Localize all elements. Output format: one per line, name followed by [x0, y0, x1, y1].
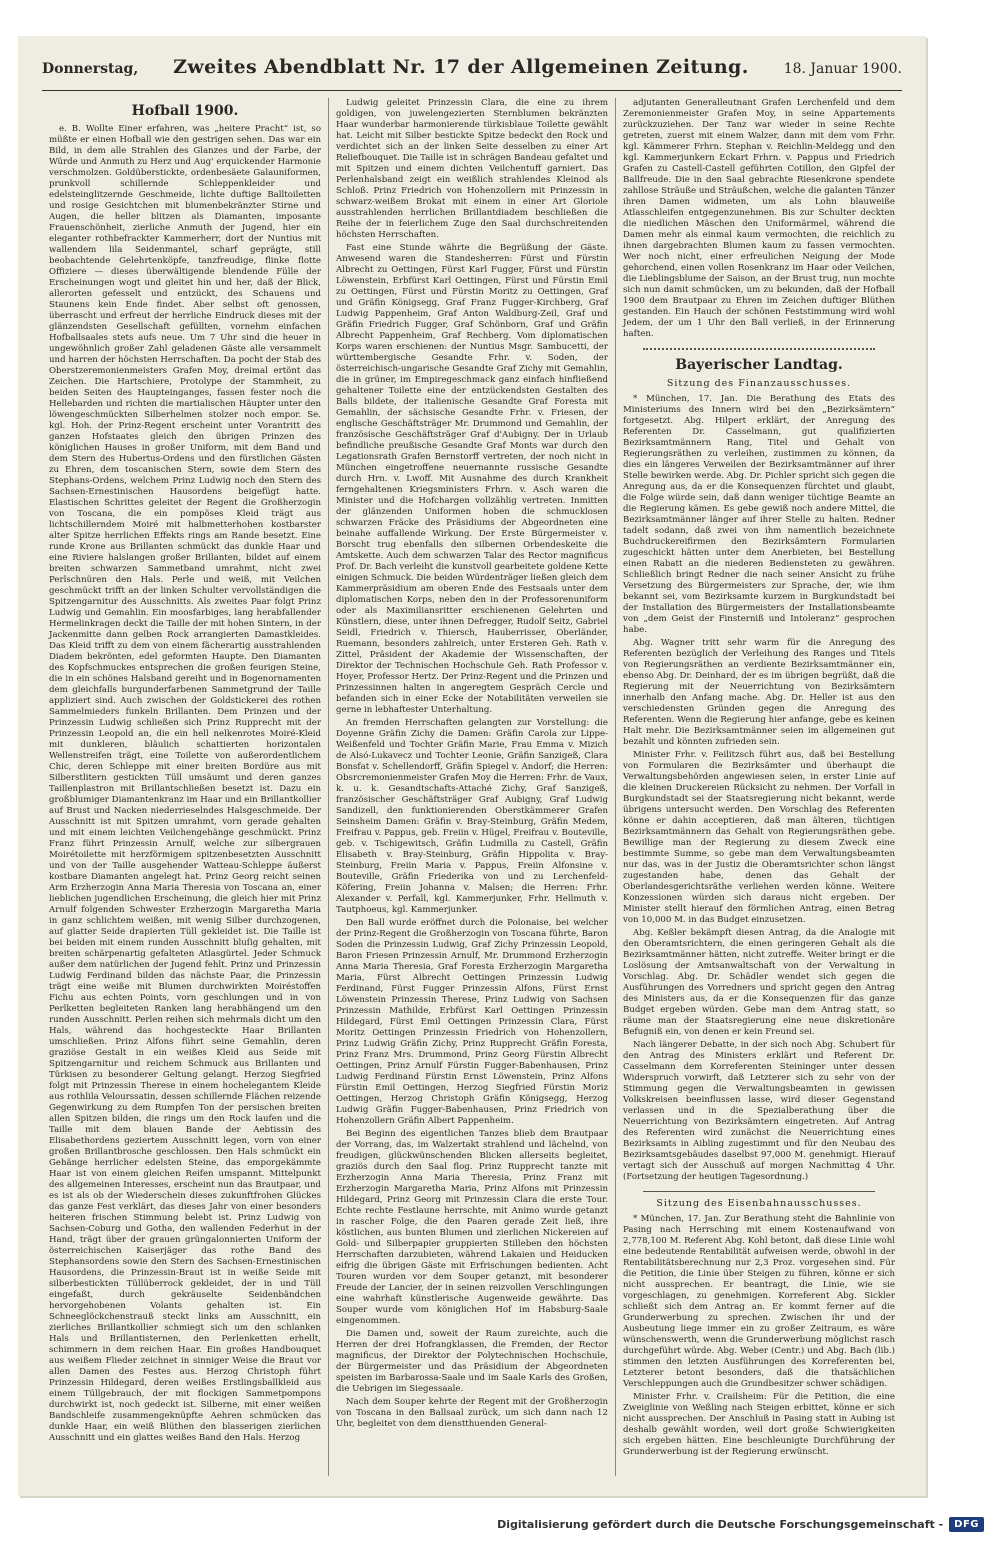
article-text: * München, 17. Jan. Die Berathung des Etats des Ministeriums des Innern wird bei den „Bezirksämtern“ fortgesetzt. Abg. Hilpert erklärt, der Anregung des Referenten Dr. Casselmann, gut qualifizierten Bezirksamtmännern Rang, Titel und Gehalt von Regierungsräthen zu verleihen, zustimmen zu können, da dies ein längeres Verweilen der Bezirksamtmänner auf ihrer Stelle bewirken werde. Abg. Dr. Pichler spricht sich gegen die Anregung aus, da er die Konsequenzen fürchtet und glaubt, die Folge würde sein, daß dann weniger tüchtige Beamte an die Regierung kämen. Es gebe gewiß noch andere Mittel, die Bezirksamtmänner länger auf ihrer Stelle zu halten. Redner tadelt sodann, daß zwei von ihm namentlich bezeichnete Buchdruckereifirmen den Bezirksämtern Formularien zugeschickt hätten unter dem Anerbieten, bei Bestellung einen Rabatt an die niederen Bediensteten zu gewähren. Schließlich bringt Redner die nach seiner Ansicht zu frühe Versetzung des Bürgermeisters zur Sprache, der, wie ihm bekannt sei, vom Bezirksamte kurzem in Burgkundstadt bei der Installation des Bürgermeisters der Installationsbeamte von „dem Geist der Finsterniß und Intoleranz“ gesprochen habe.: [623, 394, 895, 635]
article-text: e. B. Wollte Einer erfahren, was „heitere Pracht“ ist, so müßte er einen Hofball wie den gestrigen sehen. Das war ein Bild, in dem alle Strahlen des Glanzes und der Farbe, der Würde und Anmuth zu Herz und Aug' erquickender Harmonie verschmolzen. Goldüberstickte, ordenbesäete Galauniformen, prunkvoll schillernde Schleppenkleider und edelsteinglitzernde Geschmeide, lichte duftige Balltoiletten und rosige Gesichtchen mit blumenbekränzter Stirne und Augen, die heller blitzen als Diamanten, imposante Frauenschönheit, zierliche Anmuth der Jugend, hier ein eleganter rothbefrackter Kammerherr, dort der Nuntius mit wallendem lila Seidenmantel, scharf geprägte, still beobachtende Gelehrtenköpfe, tanzfreudige, flinke flotte Offiziere — dieses überwältigende blendende Fülle der Erscheinungen wogt und gleitet hin und her, daß der Blick, allerorten gefesselt und entzückt, des Schauens und Staunens kein Ende findet. Aber selbst oft genossen, überrascht und erfreut der herrliche Eindruck dieses mit der glänzendsten Gesellschaft gefüllten, vornehm einfachen Hofballsaales stets aufs neue. Um 7 Uhr sind die heuer in ungewöhnlich großer Zahl geladenen Gäste alle versammelt und harren der höchsten Herrschaften. Da pocht der Stab des Oberstzeremonienmeisters Grafen Moy, dreimal ertönt das Zeichen. Die Hartschiere, Protolype der Stammheit, zu beiden Seiten des Haupteinganges, fassen fester noch die Hellebarden und richten die martialischen Häupter unter den löwengeschmückten Silberhelmen stolzer noch empor. Se. kgl. Hoh. der Prinz-Regent erscheint unter Vorantritt des ganzen Hofstaates gleich den übrigen Prinzen des königlichen Hauses in großer Uniform, mit dem Band und dem Stern des Hubertus-Ordens und den fürstlichen Gästen zu Ehren, dem toscanischen Stern, sowie dem Stern des Stephans-Ordens, welchem Prinz Ludwig noch den Stern des Sachsen-Ernestinischen Hausordens beigefügt hatte. Elastischen Schrittes geleitet der Regent die Großherzogin von Toscana, die ein pompöses Kleid trägt aus lichtschillerndem Moiré mit halbmetterhohen kostbarster alter Spitze herrlichen Effekts rings am Rande besetzt. Eine runde Krone aus Brillanten schmückt das dunkle Haar und eine Riviere halslangen großer Brillanten, bildet auf einem breiten schwarzen Sammetband umrahmt, nicht zwei Perlschnüren den Hals. Perle und weiß, mit Veilchen geschmückt trifft an der linken Schulter vervollständigen die Spitzengarnitur des Ausschnitts. Als zweites Paar folgt Prinz Ludwig und Gemahlin. Ein moosfarbiges, lang herabfallender Hermelinkragen deckt die Taille der mit hohen Sintern, in der Jackenmitte dann gelben Rock arrangierten Damastkleides. Das Kleid trifft zu dem von einem fächerartig ausstrahlenden Diadem bekrönten, edel geformten Haupte. Den Diamanten des Kopfschmuckes entsprechen die großen feurigen Steine, die in ein schönes Halsband gereiht und in Bogenornamenten dem gleichfalls burgunderfarbenen Sammetgrund der Taille appliziert sind. Auch zwischen der Goldstickerei des rothen Sammelmieders funkeln Brillanten. Dem Prinzen und der Prinzessin Ludwig schließen sich Prinz Rupprecht mit der Prinzessin Leopold an, die ein hell nelkenrotes Moiré-Kleid mit dunkleren, bläulich schattierten horizontalen Wellenstreifen trägt, eine Toilette von außerordentlichem Chic, deren Schleppe mit einer breiten Bordüre aus mit Silberstlitern gestickten Tüll umsäumt und deren ganzes Taillenplastron mit Brillantschließen besetzt ist. Dazu ein großblumiger Diamantenkranz im Haar und ein Brillantkollier auf Brust und Nacken niederrieselndes Halsgeschmeide. Der Ausschnitt ist mit Spitzen umrahmt, vorn gerade gehalten und mit einem leichten Veilchengehänge geschmückt. Prinz Franz führt Prinzessin Arnulf, welche zur silbergrauen Moirétoilette mit herzförmigem spitzenbesetzten Ausschnitt und von der Taille ausgehender Watteau-Schleppe äußerst kostbare Diamanten angelegt hat. Prinz Georg reicht seinen Arm Erzherzogin Anna Maria Theresia von Toscana an, einer lieblichen jugendlichen Erscheinung, die gleich hier mit Prinz Arnulf folgenden Schwester Erzherzogin Margaretha Maria in ganz schlichtem weißen, mit wenig Silber durchzogenen, auf glatter Seide drapierten Tüll gekleidet ist. Die Taille ist bei beiden mit einem runden Ausschnitt bluſig gehalten, mit breiten schärpenartig gefalteten Atlasgürtel. Jeder Schmuck außer dem natürlichen der Jugend fehlt. Prinz und Prinzessin Ludwig Ferdinand bilden das nächste Paar, die Prinzessin trägt eine weiße mit Blumen durchwirkten Moiréstoffen Fichu aus echten Points, vorn geschlungen und in von Perlketten begleiteten Ranken lang herabhängend um den runden Ausschnitt. Perlen reihen sich mehrmals dicht um den Hals, während das hochgesteckte Haar Brillanten umschließen. Prinz Alfons führt seine Gemahlin, deren graziöse Gestalt in ein weißes Kleid aus Seide mit Spitzengarnitur und reichem Schmuck aus Brillanten und Türkisen zu besonderer Geltung gelangt. Herzog Siegfried folgt mit Prinzessin Therese in einem hochelegantem Kleide aus rothlila Velourssatin, dessen schillernde Flächen reizende Gegenwirkung zu dem Rumpfen Ton der persischen breiten allen Spitzen bilden, die rings um den Rock laufen und die Taille mit dem blauen Bande der Aebtissin des Elisabethordens geziertem Ausschnitt legen, vorn von einer großen Brillantbrosche geschlossen. Den Hals schmückt ein Gehänge herrlicher edelsten Steine, das emporgekämmte Haar ist von einem gleichen Reifen umspannt. Mittelpunkt des allgemeinen Interesses, erscheint nun das Brautpaar, und es ist als ob der Wiederschein dieses zukunftfrohen Glückes das ganze Fest verklärt, das dieses Jahr von einer besonders heiteren frischen Stimmung belebt ist. Prinz Ludwig von Sachsen-Coburg und Gotha, den wallenden Federhut in der Hand, trägt über der grauen grüngalonnierten Uniform der österreichischen Kaiserjäger das rothe Band des Stephansordens sowie den Stern des Sachsen-Ernestinischen Hausordens, die Prinzessin-Braut ist in weiße Seide mit silberbestickten Tüllüberrock gekleidet, der in und Tüll eingefaßt, durch gekräuselte Seidenbändchen hervorgehobenen Volants gehalten ist. Ein Schneeglöckchenstrauß steckt links am Ausschnitt, ein zierliches Brillantkollier schmiegt sich um den schlanken Hals und Brillantisternen, den Perlenketten erhellt, schimmern in dem reichen Haar. Ein großes Handbouquet aus weißem Flieder zeichnet in sinniger Weise die Braut vor allen Damen des Festes aus. Herzog Christoph führt Prinzessin Hildegard, deren weißes Erstlingsballkleid aus einem Tüllgebrauch, der mit flockigen Sammetpompons durchwirkt ist, noch gedeckt ist. Silberne, mit einer weißen Bandschleife zusammengeknüpfte Aehren schmücken das dunkle Haar, ein weiß Blüthen den blasserigen zierlichen Ausschnitt und ein glattes weißes Band den Hals. Herzog: [49, 124, 321, 1443]
article-text: Die Damen und, soweit der Raum zureichte, auch die Herren der drei Hofrangklassen, die Fremden, der Rector magnificus, der Direktor der Polytechnischen Hochschule, der Bürgermeister und das Präsidium der Abgeordneten speisten im Barbarossa-Saale und im Saale Karls des Großen, die Uebrigen im Siegessaale.: [336, 1329, 608, 1394]
article-text: * München, 17. Jan. Zur Berathung steht die Bahnlinie von Pasing nach Herrsching mit einem Kostenaufwand von 2,778,100 M. Referent Abg. Kohl betont, daß diese Linie wohl eine bedeutende Rentabilität aufweisen werde, obwohl in der Rentabilitätsberechnung nur 2,3 Proz. vorgesehen sind. Für die Petition, die Linie über Steigen zu führen, könne er sich nicht aussprechen. Er beantragt, die Linie, wie sie vorgeschlagen, zu genehmigen. Korreferent Abg. Sickler schließt sich dem Antrag an. Er kommt ferner auf die Grunderwerbung zu sprechen. Zwischen ihr und der Ausbeutung liege immer ein zu großer Zeitraum, es wäre wünschenswerth, wenn die Grunderwerbung möglichst rasch durchgeführt würde. Abg. Weber (Centr.) und Abg. Bach (lib.) stimmen den letzten Ausführungen des Korreferenten bei, Letzterer betont besonders, daß die thatsächlichen Verschleppungen auch die Grundbesitzer schwer schädigen.: [623, 1214, 895, 1389]
masthead-title: Zweites Abendblatt Nr. 17 der Allgemeinen Zeitung.: [173, 56, 749, 78]
article-text: Minister Frhr. v. Crailsheim: Für die Petition, die eine Zweiglinie von Weßling nach Steigen erbittet, könne er sich nicht aussprechen. Der Anschluß in Pasing statt in Aubing ist deshalb gewählt worden, weil dort große Schwierigkeiten sich ergeben hätten. Eine beschleunigte Durchführung der Grunderwerbung ist der Regierung erwünscht.: [623, 1392, 895, 1457]
article-text: Nach dem Souper kehrte der Regent mit der Großherzogin von Toscana in den Ballsaal zurück, um sich dann nach 12 Uhr, begleitet von dem dienstthuenden General-: [336, 1397, 608, 1429]
column-2: [329, 98, 616, 1476]
masthead-day: Donnerstag,: [42, 61, 139, 77]
section-divider: [643, 1191, 875, 1192]
article-text: Abg. Wagner tritt sehr warm für die Anregung des Referenten bezüglich der Verleihung des Ranges und Titels von Regierungsräthen an verdiente Bezirksamtmänner ein, ebenso Abg. Dr. Deinhard, der es im übrigen begrüßt, daß die Regierung mit der Neuerrichtung von Bezirksämtern innerhalb den Anfang mache. Abg. Dr. Heller ist aus den verschiedensten Gründen gegen die Anregung des Referenten. Wenn die Regierung hier anfange, gebe es keinen Halt mehr. Die Bezirksamtmänner seien im allgemeinen gut bezahlt und könnten zufrieden sein.: [623, 638, 895, 747]
columns: [42, 98, 902, 1476]
article-text: Nach längerer Debatte, in der sich noch Abg. Schubert für den Antrag des Ministers erklärt und Referent Dr. Casselmann dem Korreferenten Steininger unter dessen Widerspruch vorwirft, daß Letzterer sich zu sehr von der Stimmung gegen die Verwaltungsbeamten in gewissen Volkskreisen beeinflussen lasse, wird dieser Gegenstand verlassen und in die Spezialberathung über die Neuerrichtung von Bezirksämtern eingetreten. Auf Antrag des Referenten wird zunächst die Neuerrichtung eines Bezirksamts in Aibling zugestimmt und für den Neubau des Bezirksamtsgebäudes daselbst 97,000 M. genehmigt. Hierauf vertagt sich der Ausschuß auf morgen Nachmittag 4 Uhr. (Fortsetzung der heutigen Tagesordnung.): [623, 1040, 895, 1182]
article-heading-landtag: Bayerischer Landtag.: [675, 357, 843, 373]
article-text: Fast eine Stunde währte die Begrüßung der Gäste. Anwesend waren die Standesherren: Fürst und Fürstin Albrecht zu Oettingen, Fürst Karl Fugger, Fürst und Fürstin Löwenstein, Erbfürst Karl Oettingen, Fürst und Fürstin Emil zu Oettingen, Fürst und Fürstin Moritz zu Oettingen, Graf und Gräfin Königsegg, Graf Franz Fugger-Kirchberg, Graf Ludwig Pappenheim, Graf Anton Waldburg-Zeil, Graf und Gräfin Friedrich Fugger, Graf Schönborn, Graf und Gräfin Albrecht Pappenheim, Graf Rechberg. Vom diplomatischen Korps waren erschienen: der Nuntius Msgr. Sambucetti, der württembergische Gesandte Frhr. v. Soden, der österreichisch-ungarische Gesandte Graf Zichy mit Gemahlin, die in grüner, im Empiregeschmack ganz einfach hinfließend gehaltener Toilette eine der entzückendsten Gestalten des Balls bildete, der italienische Gesandte Graf Foresta mit Gemahlin, der sächsische Gesandte Frhr. v. Friesen, der englische Geschäftsträger Mr. Drummond und Gemahlin, der französische Geschäftsträger Graf d'Aubigny. Der in Urlaub befindliche preußische Gesandte Graf Monts war durch den Legationsrath Grafen Bernstorff vertreten, der noch nicht in München eingetroffene neuernannte russische Gesandte durch Hrn. v. Lwoff. Mit Ausnahme des durch Krankheit ferngehaltenen Kriegsministers Frhrn. v. Asch waren die Minister und die Hofchargen vollzählig vertreten. Inmitten der glänzenden Uniformen hoben die schmucklosen schwarzen Fräcke des Präsidiums der Abgeordneten eine beinahe auffallende Wirkung. Der Erste Bürgermeister v. Borscht trug ebenfalls den silbernen Orbendeskeite die Amtskette. Auch dem schwarzen Talar des Rector magnificus Prof. Dr. Bach verleiht die kunstvoll gearbeitete goldene Kette einigen Schmuck. Die beiden Würdenträger ließen gleich dem Kammerpräsidium am oberen Ende des Festsaals unter dem diplomatischen Korps, neben den in der Professorenuniform oder als Maximiliansritter erschienenen Gelehrten und Künstlern, diese, unter ihnen Defregger, Rudolf Seitz, Gabriel Seidl, Friedrich v. Thiersch, Hauberrisser, Oberländer, Ruemann, besonders zahlreich, unter Ersteren Geh. Rath v. Zittel, Präsident der Akademie der Wissenschaften, der Direktor der Technischen Hochschule Geh. Rath Professor v. Hoyer, Professor Hertz. Der Prinz-Regent und die Prinzen und Prinzessinnen halten in angeregtem Gespräch Cercle und befanden sich in einer Ecke der Notabilitäten verweilen sie gerne in lebhaftester Unterhaltung.: [336, 243, 608, 715]
section-subheading: Sitzung des Eisenbahnausschusses.: [656, 1198, 862, 1209]
article-text: Bei Beginn des eigentlichen Tanzes blieb dem Brautpaar der Vorrang, das, im Walzertakt strahlend und lächelnd, von freudigen, glückwünschenden Blicken allerseits begleitet, graziös durch den Saal flog. Prinz Rupprecht tanzte mit Erzherzogin Anna Maria Theresia, Prinz Franz mit Erzherzogin Margaretha Maria, Prinz Alfons mit Prinzessin Hildegard, Prinz Georg mit Prinzessin Clara die erste Tour. Echte rechte Festlaune herrschte, mit Animo wurde getanzt in rascher Folge, die den Paaren gerade Zeit ließ, ihre köstlichen, aus bunten Blumen und zierlichen Nickereien auf Gold- und Silberpapier gruppierten Stilleben den höchsten Herrschaften darzubieten, während Lakaien und Heiducken eifrig die übrigen Gäste mit Erfrischungen bedienten. Acht Touren wurden vor dem Souper getanzt, mit besonderer Freude der Lancier, der in seinen reizvollen Verschlingungen eine wahrhaft künstlerische Augenweide gewährte. Das Souper wurde vom königlichen Hof im Habsburg-Saale eingenommen.: [336, 1129, 608, 1326]
newspaper-page: [18, 36, 926, 1496]
article-text: adjutanten Generalleutnant Grafen Lerchenfeld und dem Zeremonienmeister Grafen Moy, in seine Appartements zurückzuziehen. Der Tanz war wieder in seine Rechte getreten, zuerst mit einem Walzer, dann mit dem vom Frhr. kgl. Kämmerer Frhrn. Stephan v. Reichlin-Meldegg und den kgl. Kammerjunkern Eckart Frhrn. v. Pappus und Friedrich Grafen zu Castell-Castell geführten Cotillon, den Gipfel der Ballfreude. Die in den Saal gebrachte Riesenkrone spendete zahllose Sträuße und Sträußchen, welche die galanten Tänzer ihren Damen widmeten, um als Lohn blauweiße Atlasschleifen entgegenzunehmen. Bis zur Schulter deckten die niedlichen Mäschen den Uniformärmel, während die Damen mehr als einmal kaum vermochten, die reichlich zu ihnen dargebrachten Blumen kaum zu fassen vermochten. Wer noch nicht, einer erfreulichen Neigung der Mode gehorchend, einen vollen Rosenkranz im Haar oder Veilchen, die Lieblingsblume der Saison, an der Brust trug, nun mochte sich nun damit schmücken, um zu bekunden, daß der Hofball 1900 dem Brautpaar zu Ehren im Zeichen duftiger Blüthen gestanden. Ein Hauch der schönen Feststimmung wird wohl Jedem, der um 1 Uhr den Ball verließ, in der Erinnerung haften.: [623, 98, 895, 339]
article-text: Ludwig geleitet Prinzessin Clara, die eine zu ihrem goldigen, von juwelengezierten Sternblumen bekränzten Haar wunderbar harmonierende türkisblaue Toilette gewählt hat. Leicht mit Silber bestickte Spitze bedeckt den Rock und verdichtet sich an der linken Seite desselben zu einer Art Reliefbouquet. Die Taille ist in schrägen Bandeau gefaltet und mit Spitzen und einem dichten Veilchentuff garniert. Das Perlenhalsband zeigt ein weißlich strahlendes Kleinod als Schloß. Prinz Friedrich von Hohenzollern mit Prinzessin in schwarz-weißem Brokat mit einem in einer Art Gloriole ausstrahlenden herrlichen Brillantdiadem beschließen die Reihe der in feierlichem Zuge den Saal durchschreitenden höchsten Herrschaften.: [336, 98, 608, 240]
article-text: Minister Frhr. v. Feilitzsch führt aus, daß bei Bestellung von Formularen die Bezirksämter und überhaupt die Verwaltungsbehörden angewiesen seien, in erster Linie auf die kleinen Druckereien Rücksicht zu nehmen. Der Vorfall in Burgkundstadt sei der Staatsregierung nicht bekannt, werde übrigens untersucht werden. Den Vorschlag des Referenten könne er dahin acceptieren, daß man älteren, tüchtigen Bezirksamtmännern das Gehalt von Regierungsräthen gebe. Bewillige man der Regierung zu diesem Zweck eine bestimmte Summe, so gebe man dem Verwaltungsbeamten nur das, was in der Justiz die Oberamtsrichter schon längst zugestanden habe, denen das Gehalt der Oberlandesgerichtsräthe verliehen werden könne. Weitere Konzessionen würden sich daraus nicht ergeben. Der Minister stellt hierauf den förmlichen Antrag, einen Betrag von 10,000 M. in das Budget einzusetzen.: [623, 750, 895, 925]
section-subheading: Sitzung des Finanzausschusses.: [666, 378, 852, 389]
credit-text: Digitalisierung gefördert durch die Deutsche Forschungsgemeinschaft -: [497, 1518, 944, 1531]
masthead-date: 18. Januar 1900.: [783, 61, 902, 77]
digitization-credit: [497, 1517, 984, 1532]
dfg-logo: DFG: [949, 1517, 984, 1532]
column-1: [42, 98, 329, 1476]
section-divider: [643, 348, 875, 350]
masthead-rule: [42, 90, 902, 91]
column-3: [616, 98, 902, 1476]
article-text: Abg. Keßler bekämpft diesen Antrag, da die Analogie mit den Oberamtsrichtern, die einen geringeren Gehalt als die Bezirksamtmänner hätten, nicht zutreffe. Weiter bringt er die Loslösung der Amtsanwaltschaft von der Verwaltung in Vorschlag. Abg. Dr. Schädler wendet sich gegen die Ausführungen des Vorredners und spricht gegen den Antrag des Ministers aus, da er die Konsequenzen für das ganze Budget ergeben würden. Gebe man dem Antrag statt, so räume man der Staatsregierung eine neue diskretionäre Befugniß ein, von denen er kein Freund sei.: [623, 928, 895, 1037]
masthead: [42, 56, 902, 84]
article-heading-hofball: Hofball 1900.: [131, 103, 239, 119]
article-text: An fremden Herrschaften gelangten zur Vorstellung: die Doyenne Gräfin Zichy die Damen: Gräfin Carola zur Lippe-Weißenfeld und Tochter Gräfin Marie, Frau Emma v. Mizich de Alsó-Lukavecz und Tochter Leonie, Gräfin Sanzigeß, Clara Bonsfat v. Schellendorff, Gräfin Spiegel v. Andorf; die Herren: Obsrcremonienmeister Grafen Moy die Herren: Frhr. de Vaux, k. u. k. Gesandtschafts-Attaché Zichy, Graf Sanzigeß, französischer Geschäftsträger Graf Aubigny, Graf Ludwig Sandizell, den funktionierenden Oberstkämmerer Grafen Seinsheim Damen: Gräfin v. Bray-Steinburg, Gräfin Medem, Freifrau v. Pappus, geb. Freiin v. Hügel, Freifrau v. Bouteville, geb. v. Tschigewitsch, Gräfin Ludmilla zu Castell, Gräfin Elisabeth v. Bray-Steinburg, Gräfin Hippolita v. Bray-Steinburg, Freiin Maria v. Pappus, Freiin Alfonsine v. Bouteville, Gräfin Friederika von und zu Lerchenfeld-Köfering, Freiin Johanna v. Malsen; die Herren: Frhr. Alexander v. Perfall, kgl. Kammerjunker, Frhr. Hellmuth v. Tautphoeus, kgl. Kammerjunker.: [336, 718, 608, 915]
article-text: Den Ball wurde eröffnet durch die Polonaise, bei welcher der Prinz-Regent die Großherzogin von Toscana führte, Baron Soden die Prinzessin Ludwig, Graf Zichy Prinzessin Leopold, Baron Friesen Prinzessin Arnulf, Mr. Drummond Erzherzogin Anna Maria Theresia, Graf Foresta Erzherzogin Margaretha Maria, Fürst Albrecht Oettingen Prinzessin Ludwig Ferdinand, Fürst Fugger Prinzessin Alfons, Fürst Ernst Löwenstein Prinzessin Therese, Prinz Ludwig von Sachsen Prinzessin Mathilde, Erbfürst Karl Oettingen Prinzessin Hildegard, Fürst Emil Oettingen Prinzessin Clara, Fürst Moritz Oettingen Prinzessin Friedrich von Hohenzollern, Prinz Ludwig Gräfin Zichy, Prinz Rupprecht Gräfin Foresta, Prinz Franz Mrs. Drummond, Prinz Georg Fürstin Albrecht Oettingen, Prinz Arnulf Fürstin Fugger-Babenhausen, Prinz Ludwig Ferdinand Fürstin Ernst Löwenstein, Prinz Alfons Fürstin Emil Oettingen, Herzog Siegfried Fürstin Moriz Oettingen, Herzog Christoph Gräfin Königsegg, Herzog Ludwig Gräfin Fugger-Babenhausen, Prinz Friedrich von Hohenzollern Gräfin Albert Pappenheim.: [336, 918, 608, 1126]
